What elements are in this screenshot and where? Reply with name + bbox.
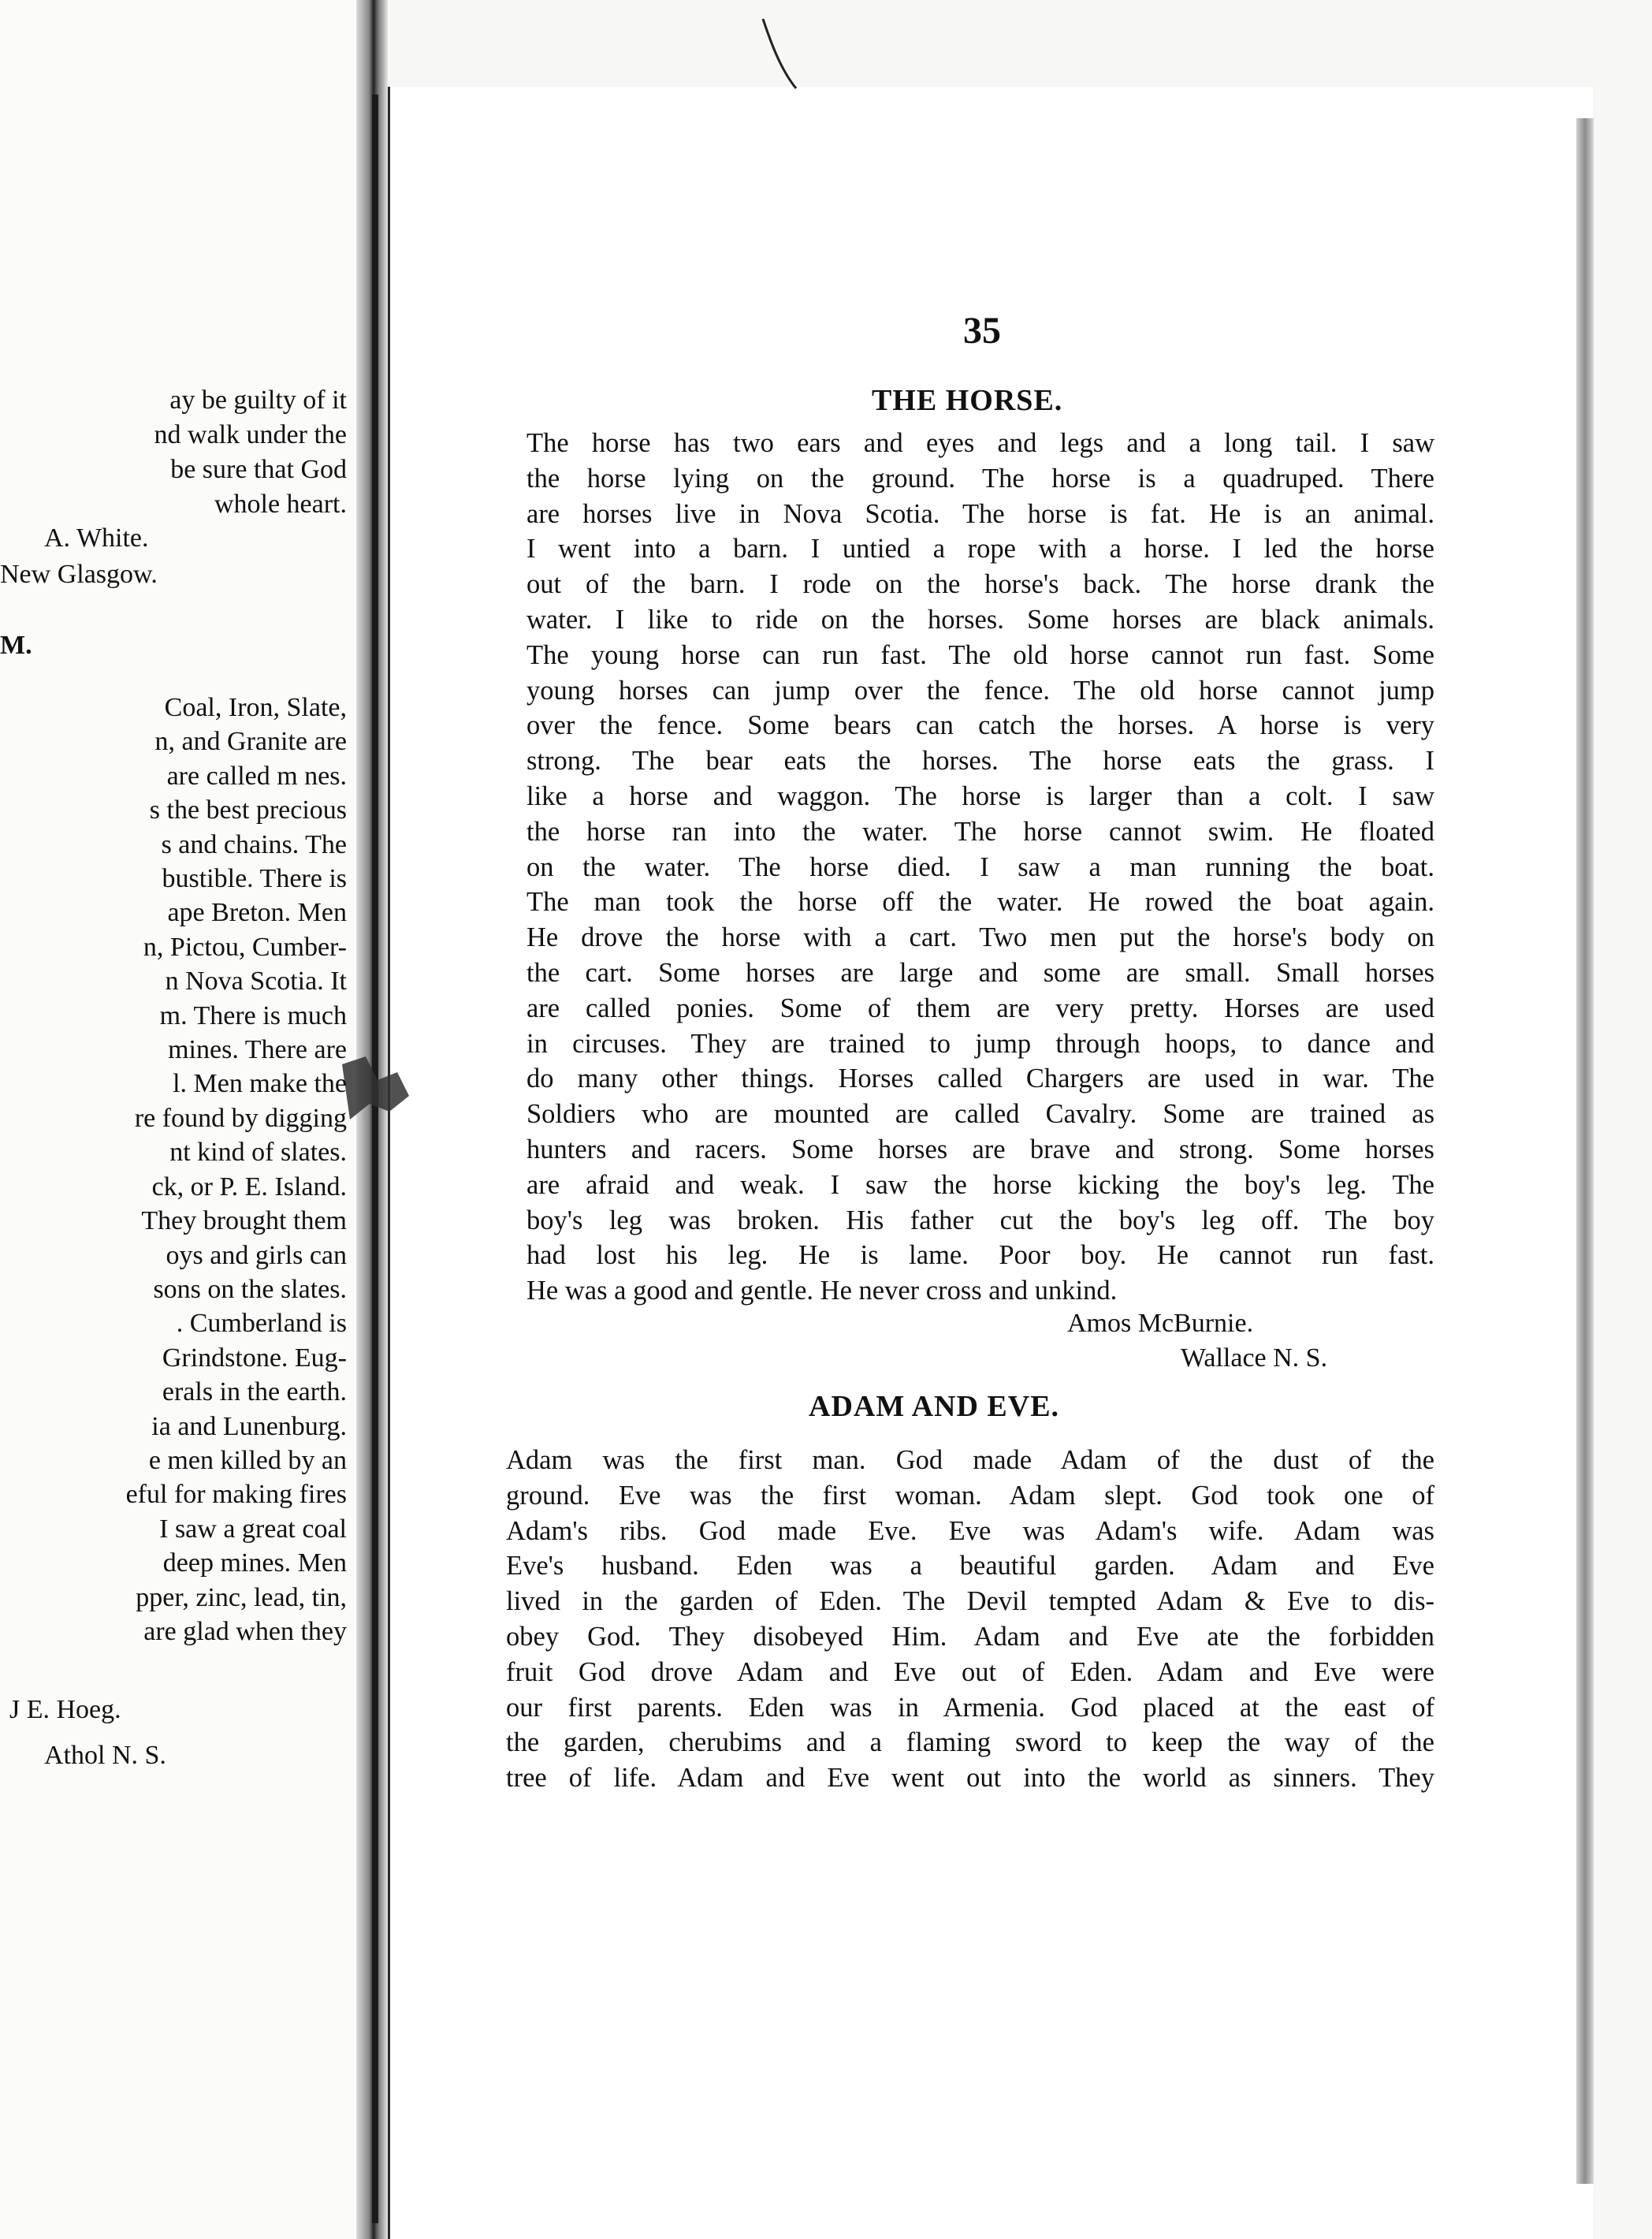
text-line: Adam's ribs. God made Eve. Eve was Adam's wife. Adam was [506, 1515, 1434, 1546]
text-line: fruit God drove Adam and Eve out of Eden. Adam and Eve were [506, 1656, 1434, 1687]
horse-place: Wallace N. S. [1181, 1343, 1328, 1373]
text-line: over the fence. Some bears can catch the horses. A horse is very [526, 710, 1434, 741]
text-line: the horse lying on the ground. The horse is a quadruped. There [526, 463, 1434, 494]
text-line: n Nova Scotia. It [165, 967, 347, 997]
text-line: n, Pictou, Cumber- [143, 932, 347, 962]
horse-paragraph [526, 426, 1434, 1309]
text-line: oys and girls can [166, 1240, 347, 1270]
text-line: pper, zinc, lead, tin, [136, 1582, 347, 1612]
text-line: The horse has two ears and eyes and legs and a long tail. I saw [526, 428, 1434, 458]
left-signature-place: New Glasgow. [0, 560, 158, 589]
text-line: the cart. Some horses are large and some are small. Small horses [526, 957, 1434, 988]
text-line: lived in the garden of Eden. The Devil tempted Adam & Eve to dis- [506, 1586, 1434, 1617]
text-line: erals in the earth. [162, 1377, 347, 1407]
text-line: be sure that God [170, 455, 347, 484]
text-line: nt kind of slates. [169, 1138, 347, 1168]
text-line: The young horse can run fast. The old horse cannot run fast. Some [526, 639, 1434, 670]
text-line: m. There is much [159, 1000, 347, 1030]
text-line: . Cumberland is [176, 1309, 347, 1339]
adam-paragraph [506, 1443, 1434, 1796]
left-page-text-body [0, 691, 347, 1649]
text-line: They brought them [141, 1206, 347, 1236]
left-signature-name: A. White. [44, 523, 149, 553]
text-line: Eve's husband. Eden was a beautiful garden. Adam and Eve [506, 1551, 1434, 1581]
text-line: I saw a great coal [159, 1514, 347, 1544]
text-line: He drove the horse with a cart. Two men put the horse's body on [526, 922, 1434, 953]
text-line: in circuses. They are trained to jump through hoops, to dance and [526, 1028, 1434, 1059]
left-signature2-name: J E. Hoeg. [9, 1695, 121, 1724]
text-line: tree of life. Adam and Eve went out into the world as sinners. They [506, 1763, 1434, 1794]
text-line: n, and Granite are [154, 727, 347, 757]
text-line: had lost his leg. He is lame. Poor boy. He cannot run fast. [526, 1240, 1434, 1271]
gutter-shadow [372, 95, 378, 2223]
text-line: l. Men make the [173, 1069, 347, 1099]
text-line: young horses can jump over the fence. The old horse cannot jump [526, 675, 1434, 706]
left-page-text-top [0, 383, 347, 522]
text-line: bustible. There is [162, 864, 347, 894]
text-line: Grindstone. Eug- [162, 1343, 347, 1373]
text-line: e men killed by an [148, 1445, 347, 1475]
text-line: He was a good and gentle. He never cross and unkind. [526, 1276, 1118, 1306]
text-line: hunters and racers. Some horses are brave and strong. Some horses [526, 1134, 1434, 1164]
text-line: on the water. The horse died. I saw a man running the boat. [526, 851, 1434, 882]
text-line: do many other things. Horses called Chargers are used in war. The [526, 1064, 1434, 1094]
page-edge [1576, 118, 1594, 2184]
tear-mark [334, 1049, 421, 1127]
text-line: ape Breton. Men [167, 898, 347, 928]
text-line: I went into a barn. I untied a rope with a horse. I led the horse [526, 534, 1434, 564]
text-line: out of the barn. I rode on the horse's back. The horse drank the [526, 569, 1434, 600]
text-line: nd walk under the [154, 420, 347, 449]
text-line: are glad when they [143, 1616, 347, 1646]
text-line: strong. The bear eats the horses. The horse eats the grass. I [526, 746, 1434, 777]
text-line: s the best precious [149, 795, 347, 825]
text-line: whole heart. [214, 490, 347, 519]
text-line: Soldiers who are mounted are called Cavalry. Some are trained as [526, 1099, 1434, 1130]
text-line: the garden, cherubims and a flaming sword to keep the way of the [506, 1727, 1434, 1758]
scan-mark [757, 16, 804, 95]
text-line: sons on the slates. [153, 1274, 347, 1304]
text-line: are afraid and weak. I saw the horse kicking the boy's leg. The [526, 1169, 1434, 1200]
horse-title: THE HORSE. [872, 384, 1063, 417]
adam-title: ADAM AND EVE. [809, 1390, 1060, 1423]
text-line: are called ponies. Some of them are very pretty. Horses are used [526, 993, 1434, 1023]
text-line: Adam was the first man. God made Adam of the dust of the [506, 1445, 1434, 1475]
text-line: eful for making fires [125, 1480, 347, 1510]
text-line: deep mines. Men [162, 1548, 347, 1578]
text-line: water. I like to ride on the horses. Some horses are black animals. [526, 604, 1434, 635]
text-line: re found by digging [134, 1103, 347, 1133]
text-line: are called m nes. [166, 761, 347, 791]
text-line: The man took the horse off the water. He rowed the boat again. [526, 887, 1434, 918]
text-line: Coal, Iron, Slate, [164, 693, 347, 722]
text-line: like a horse and waggon. The horse is larger than a colt. I saw [526, 780, 1434, 811]
text-line: mines. There are [168, 1035, 347, 1065]
page-number: 35 [963, 310, 1001, 352]
text-line: obey God. They disobeyed Him. Adam and Eve ate the forbidden [506, 1621, 1434, 1652]
text-line: the horse ran into the water. The horse cannot swim. He floated [526, 816, 1434, 847]
text-line: s and chains. The [161, 829, 347, 859]
horse-author: Amos McBurnie. [1067, 1309, 1254, 1338]
left-heading: M. [0, 631, 32, 660]
text-line: ck, or P. E. Island. [151, 1172, 347, 1201]
text-line: ia and Lunenburg. [151, 1411, 347, 1441]
text-line: our first parents. Eden was in Armenia. God placed at the east of [506, 1692, 1434, 1723]
text-line: ground. Eve was the first woman. Adam slept. God took one of [506, 1480, 1434, 1511]
left-signature2-place: Athol N. S. [44, 1741, 166, 1770]
text-line: ay be guilty of it [169, 386, 347, 415]
text-line: are horses live in Nova Scotia. The horse is fat. He is an animal. [526, 498, 1434, 529]
text-line: boy's leg was broken. His father cut the boy's leg off. The boy [526, 1205, 1434, 1235]
